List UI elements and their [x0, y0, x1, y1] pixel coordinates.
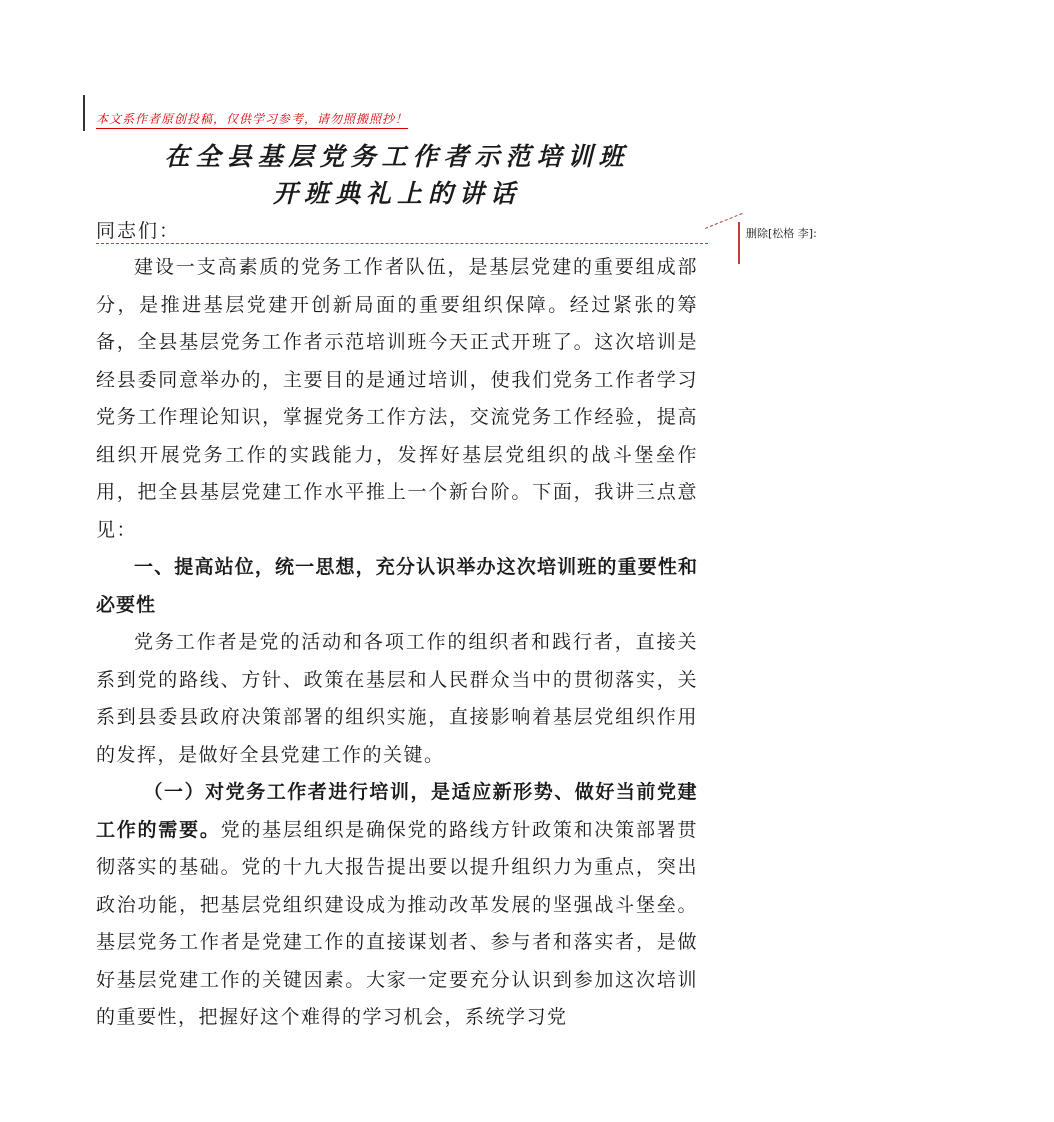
document-title [96, 138, 698, 212]
paragraph-3-text: 党的基层组织是确保党的路线方针政策和决策部署贯彻落实的基础。党的十九大报告提出要以提升组织力为重点，突出政治功能，把基层党组织建设成为推动改革发展的坚强战斗堡垒。基层党务工作者是党建工作的直接谋划者、参与者和落实者，是做好基层党建工作的关键因素。大家一定要充分认识到参加这次培训的重要性，把握好这个难得的学习机会，系统学习党 [96, 818, 698, 1028]
title-line-1: 在全县基层党务工作者示范培训班 [164, 142, 630, 171]
copyright-notice: 本文系作者原创投稿，仅供学习参考，请勿照搬照抄！ [96, 110, 408, 129]
tracked-change-underline [96, 243, 708, 244]
subsection-lead: （一）对党务工作者进行培训，是适应新形势、做好当前党建工作的需要。 [96, 781, 698, 841]
salutation: 同志们： [96, 220, 181, 242]
comment-bar [738, 222, 740, 264]
paragraph-3 [96, 774, 698, 1037]
deletion-comment[interactable]: 删除[松格 李]: [746, 227, 817, 240]
section-heading-1: 一、提高站位，统一思想，充分认识举办这次培训班的重要性和必要性 [96, 556, 698, 616]
document-body [96, 249, 698, 1037]
section-bracket-mark [83, 95, 85, 131]
paragraph-intro: 建设一支高素质的党务工作者队伍，是基层党建的重要组成部分，是推进基层党建开创新局面的重要组织保障。经过紧张的筹备，全县基层党务工作者示范培训班今天正式开班了。这次培训是经县委同意举办的，主要目的是通过培训，使我们党务工作者学习党务工作理论知识，掌握党务工作方法，交流党务工作经验，提高组织开展党务工作的实践能力，发挥好基层党组织的战斗堡垒作用，把全县基层党建工作水平推上一个新台阶。下面，我讲三点意见： [96, 256, 698, 541]
paragraph-2: 党务工作者是党的活动和各项工作的组织者和践行者，直接关系到党的路线、方针、政策在基层和人民群众当中的贯彻落实，关系到县委县政府决策部署的组织实施，直接影响着基层党组织作用的发挥，是做好全县党建工作的关键。 [96, 631, 698, 766]
comment-connector-line [705, 213, 742, 229]
title-line-2: 开班典礼上的讲话 [272, 179, 521, 208]
